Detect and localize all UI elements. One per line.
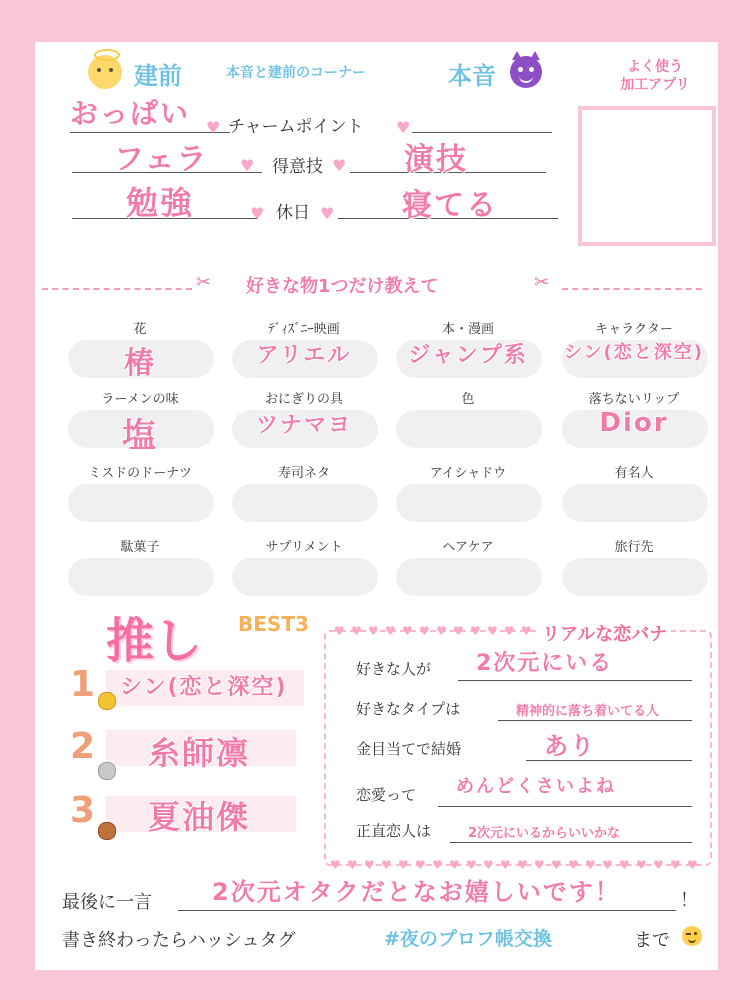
koibana-label: 好きな人が — [356, 660, 432, 678]
heart-icon: ♥ — [398, 858, 409, 872]
favorite-answer: 椿 — [124, 346, 156, 381]
favorite-answer-field — [562, 558, 708, 596]
koibana-answer: 精神的に落ち着いてる人 — [516, 704, 660, 719]
heart-icon: ♥ — [500, 858, 511, 872]
heart-icon: ♥ — [636, 858, 647, 872]
favorite-category: 有名人 — [614, 466, 654, 481]
koibana-answer: 2次元にいるからいいかな — [468, 826, 621, 841]
row-holiday-honne: 寝てる — [402, 188, 498, 223]
row-holiday-tatemae: 勉強 — [126, 184, 195, 222]
heart-icon: ♥ — [521, 624, 532, 638]
app-label-line1: よく使う — [627, 59, 683, 75]
favorite-answer-field — [396, 558, 542, 596]
heart-icon: ♥ — [436, 624, 447, 638]
favorite-category: 花 — [133, 322, 147, 337]
heart-icon: ♥ — [483, 858, 494, 872]
heart-icon: ♥ — [687, 858, 698, 872]
hashtag-prefix: 書き終わったらハッシュタグ — [62, 930, 296, 951]
hashtag: #夜のプロフ帳交換 — [384, 928, 552, 950]
oshi-subtitle: BEST3 — [238, 612, 309, 636]
favorites-title: 好きな物1つだけ教えて — [246, 276, 439, 297]
corner-title: 本音と建前のコーナー — [226, 65, 366, 81]
heart-icon: ♥ — [432, 858, 443, 872]
heart-icon: ♥ — [534, 858, 545, 872]
heart-icon: ♥ — [419, 624, 430, 638]
koibana-title: リアルな恋バナ — [538, 620, 671, 646]
favorite-category: 旅行先 — [614, 540, 654, 555]
favorite-category: キャラクター — [595, 322, 673, 337]
row-charm-tatemae: おっぱい — [70, 97, 191, 130]
favorite-category: ラーメンの味 — [101, 392, 179, 407]
favorite-answer-field — [562, 484, 708, 522]
rank-name-1: シン(恋と深空) — [120, 675, 288, 700]
favorite-answer-field — [68, 558, 214, 596]
scissors-icon: ✂ — [196, 272, 212, 293]
heart-icon: ♥ — [240, 156, 255, 175]
heart-icon: ♥ — [332, 156, 347, 175]
heart-icon: ♥ — [449, 858, 460, 872]
favorite-category: 本・漫画 — [441, 322, 494, 337]
row-skill-tatemae: フェラ — [114, 142, 209, 177]
favorite-category: おにぎりの具 — [264, 392, 343, 407]
koibana-answer: あり — [544, 732, 596, 760]
honne-heading: 本音 — [448, 62, 496, 90]
heart-icon: ♥ — [250, 204, 265, 223]
favorite-category: ヘアケア — [442, 540, 494, 555]
favorite-category: 色 — [461, 392, 475, 407]
bronze-medal-icon — [98, 822, 116, 840]
rank-name-3: 夏油傑 — [148, 798, 251, 836]
heart-icon: ♥ — [368, 624, 379, 638]
row-charm-label: チャームポイント — [228, 117, 364, 137]
koibana-label: 正直恋人は — [356, 822, 432, 840]
last-word-end: ！ — [680, 890, 698, 911]
favorite-category: 寿司ネタ — [277, 466, 330, 481]
favorite-answer: ジャンプ系 — [408, 343, 528, 368]
last-word-value: 2次元オタクだとなお嬉しいです！ — [212, 878, 621, 906]
favorite-answer-field — [396, 484, 542, 522]
heart-icon: ♥ — [504, 624, 515, 638]
koibana-answer-line — [498, 720, 692, 721]
heart-icon: ♥ — [619, 858, 630, 872]
rank-num-2: 2 — [70, 726, 96, 767]
koibana-answer-line — [438, 806, 692, 807]
favorite-answer: ツナマヨ — [255, 413, 352, 438]
rank-name-2: 糸師凛 — [148, 734, 251, 772]
favorite-answer-field — [232, 484, 378, 522]
winking-face-icon — [682, 926, 702, 946]
koibana-answer-line — [458, 680, 692, 681]
heart-icon: ♥ — [487, 624, 498, 638]
koibana-answer-line — [450, 842, 692, 843]
tatemae-heading: 建前 — [134, 62, 182, 90]
favorite-category: ﾃﾞｨｽﾞﾆｰ映画 — [268, 322, 340, 337]
rank-num-1: 1 — [70, 664, 96, 705]
heart-icon: ♥ — [364, 858, 375, 872]
heart-icon: ♥ — [470, 624, 481, 638]
heart-icon: ♥ — [453, 624, 464, 638]
last-word-label: 最後に一言 — [62, 892, 152, 913]
angel-baby-icon — [88, 55, 122, 89]
heart-icon: ♥ — [517, 858, 528, 872]
favorite-category: アイシャドウ — [429, 466, 507, 481]
oshi-title: 推し — [106, 613, 203, 669]
koibana-label: 金目当てで結婚 — [356, 740, 462, 758]
favorite-answer-field — [232, 558, 378, 596]
gold-medal-icon — [98, 692, 116, 710]
koibana-answer: 2次元にいる — [476, 651, 614, 676]
heart-icon: ♥ — [585, 858, 596, 872]
koibana-answer: めんどくさいよね — [456, 776, 616, 797]
app-label-line2: 加工アプリ — [620, 77, 690, 93]
heart-icon: ♥ — [381, 858, 392, 872]
favorite-category: 落ちないリップ — [588, 392, 680, 407]
smiling-devil-icon — [510, 56, 542, 88]
heart-icon: ♥ — [320, 204, 335, 223]
heart-icon: ♥ — [347, 858, 358, 872]
heart-icon: ♥ — [385, 624, 396, 638]
favorite-answer: シン(恋と深空) — [563, 342, 704, 363]
silver-medal-icon — [98, 762, 116, 780]
row-skill-honne: 演技 — [404, 142, 468, 177]
koibana-label: 好きなタイプは — [356, 700, 461, 718]
heart-icon: ♥ — [402, 624, 413, 638]
rank-num-3: 3 — [70, 790, 96, 831]
heart-icon: ♥ — [551, 858, 562, 872]
favorite-answer-field — [396, 410, 542, 448]
favorite-category: 駄菓子 — [120, 540, 160, 555]
heart-icon: ♥ — [415, 858, 426, 872]
scissors-icon: ✂ — [534, 272, 550, 293]
heart-icon: ♥ — [568, 858, 579, 872]
favorite-answer: 塩 — [122, 416, 158, 456]
heart-icon: ♥ — [330, 858, 341, 872]
favorite-answer-field — [68, 484, 214, 522]
heart-icon: ♥ — [334, 624, 345, 638]
heart-icon: ♥ — [206, 118, 221, 137]
favorite-category: サプリメント — [265, 540, 343, 555]
app-label — [610, 58, 700, 94]
favorite-answer: Dior — [599, 408, 669, 438]
heart-icon: ♥ — [466, 858, 477, 872]
heart-icon: ♥ — [351, 624, 362, 638]
app-photo-frame — [578, 106, 716, 246]
row-skill-label: 得意技 — [272, 157, 323, 177]
favorite-answer: アリエル — [256, 343, 352, 368]
heart-icon: ♥ — [653, 858, 664, 872]
koibana-label: 恋愛って — [356, 786, 417, 804]
hashtag-suffix: まで — [634, 930, 670, 951]
heart-icon: ♥ — [670, 858, 681, 872]
heart-icon: ♥ — [602, 858, 613, 872]
heart-icon: ♥ — [396, 118, 411, 137]
favorite-category: ミスドのドーナツ — [88, 466, 192, 481]
row-holiday-label: 休日 — [276, 203, 310, 223]
